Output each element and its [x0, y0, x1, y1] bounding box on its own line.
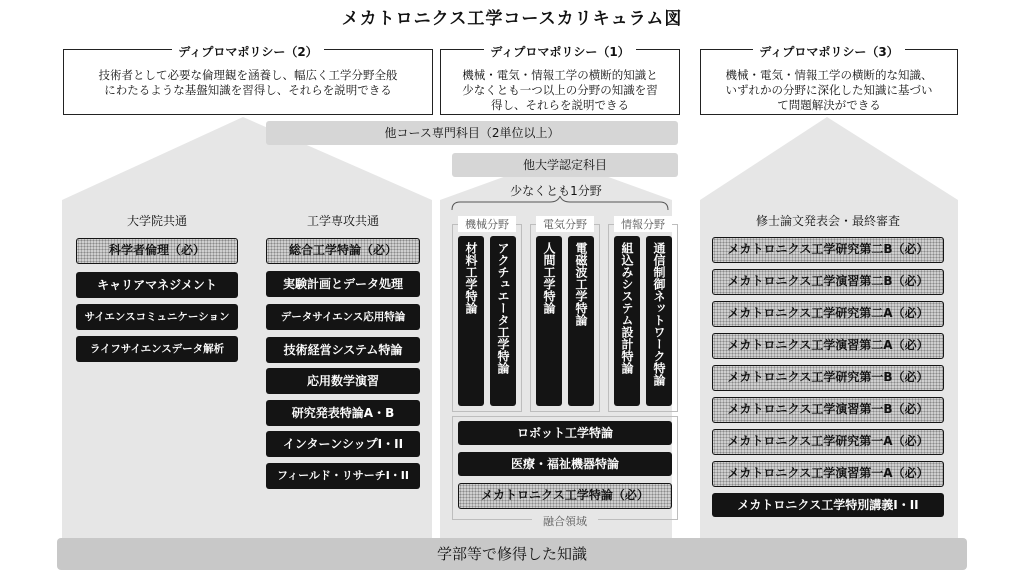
diploma-policy-2	[63, 45, 433, 115]
dp2-text: 技術者として必要な倫理観を涵養し、幅広く工学分野全般 にわたるような基盤知識を習得し、それらを説明できる	[98, 68, 398, 97]
thesis-course-1: メカトロニクス工学研究第二B（必）	[712, 237, 944, 263]
thesis-course-6: メカトロニクス工学演習第一B（必）	[712, 397, 944, 423]
dp3-text: 機械・電気・情報工学の横断的な知識、 いずれかの分野に深化した知識に基づい て問題解決ができる	[725, 68, 933, 112]
thesis-course-8: メカトロニクス工学演習第一A（必）	[712, 461, 944, 487]
field-label-mechanical: 機械分野	[458, 216, 516, 232]
thesis-course-2: メカトロニクス工学演習第二B（必）	[712, 269, 944, 295]
electrical-course-2: 電磁波工学特論	[568, 236, 594, 406]
dp1-text: 機械・電気・情報工学の横断的知識と 少なくとも一つ以上の分野の知識を習 得し、それらを説明できる	[462, 68, 658, 112]
engineering-course-6: 研究発表特論A・B	[266, 400, 420, 426]
engineering-course-7: インターンシップI・II	[266, 431, 420, 457]
field-label-electrical: 電気分野	[536, 216, 594, 232]
engineering-course-1: 総合工学特論（必）	[266, 238, 420, 264]
thesis-course-4: メカトロニクス工学演習第二A（必）	[712, 333, 944, 359]
page-title: メカトロニクス工学コースカリキュラム図	[341, 9, 683, 29]
information-course-1: 組込みシステム設計特論	[614, 236, 640, 406]
mechanical-course-1: 材料工学特論	[458, 236, 484, 406]
information-course-2: 通信制御ネットワーク特論	[646, 236, 672, 406]
field-label-information: 情報分野	[614, 216, 672, 232]
thesis-course-9: メカトロニクス工学特別講義I・II	[712, 493, 944, 517]
diploma-policy-3	[700, 45, 958, 115]
electrical-course-1: 人間工学特論	[536, 236, 562, 406]
engineering-course-2: 実験計画とデータ処理	[266, 271, 420, 297]
thesis-course-3: メカトロニクス工学研究第二A（必）	[712, 301, 944, 327]
engineering-course-4: 技術経営システム特論	[266, 337, 420, 363]
engineering-course-3: データサイエンス応用特論	[266, 304, 420, 330]
engineering-course-8: フィールド・リサーチI・II	[266, 463, 420, 489]
thesis-course-5: メカトロニクス工学研究第一B（必）	[712, 365, 944, 391]
fusion-course-3: メカトロニクス工学特論（必）	[458, 483, 672, 509]
graduate-course-3: サイエンスコミュニケーション	[76, 304, 238, 330]
engineering-course-5: 応用数学演習	[266, 368, 420, 394]
field-brace	[450, 196, 670, 212]
other-university-banner: 他大学認定科目	[452, 153, 678, 177]
mechanical-course-2: アクチュエータ工学特論	[490, 236, 516, 406]
fusion-label: 融合領域	[532, 513, 598, 529]
fusion-course-2: 医療・福祉機器特論	[458, 452, 672, 476]
graduate-course-4: ライフサイエンスデータ解析	[76, 336, 238, 362]
dp1-heading: ディプロマポリシー（1）	[484, 45, 635, 59]
fusion-course-1: ロボット工学特論	[458, 421, 672, 445]
graduate-common-header: 大学院共通	[126, 214, 187, 228]
dp2-heading: ディプロマポリシー（2）	[172, 45, 323, 59]
thesis-header: 修士論文発表会・最終審査	[755, 214, 900, 228]
engineering-common-header: 工学専攻共通	[306, 214, 379, 228]
diploma-policy-1	[440, 45, 680, 115]
other-course-banner: 他コース専門科目（2単位以上）	[266, 121, 678, 145]
graduate-course-2: キャリアマネジメント	[76, 272, 238, 298]
dp3-heading: ディプロマポリシー（3）	[753, 45, 904, 59]
graduate-course-1: 科学者倫理（必）	[76, 238, 238, 264]
foundation-bar: 学部等で修得した知識	[57, 538, 967, 570]
thesis-course-7: メカトロニクス工学研究第一A（必）	[712, 429, 944, 455]
at-least-one-label: 少なくとも1分野	[510, 184, 602, 198]
